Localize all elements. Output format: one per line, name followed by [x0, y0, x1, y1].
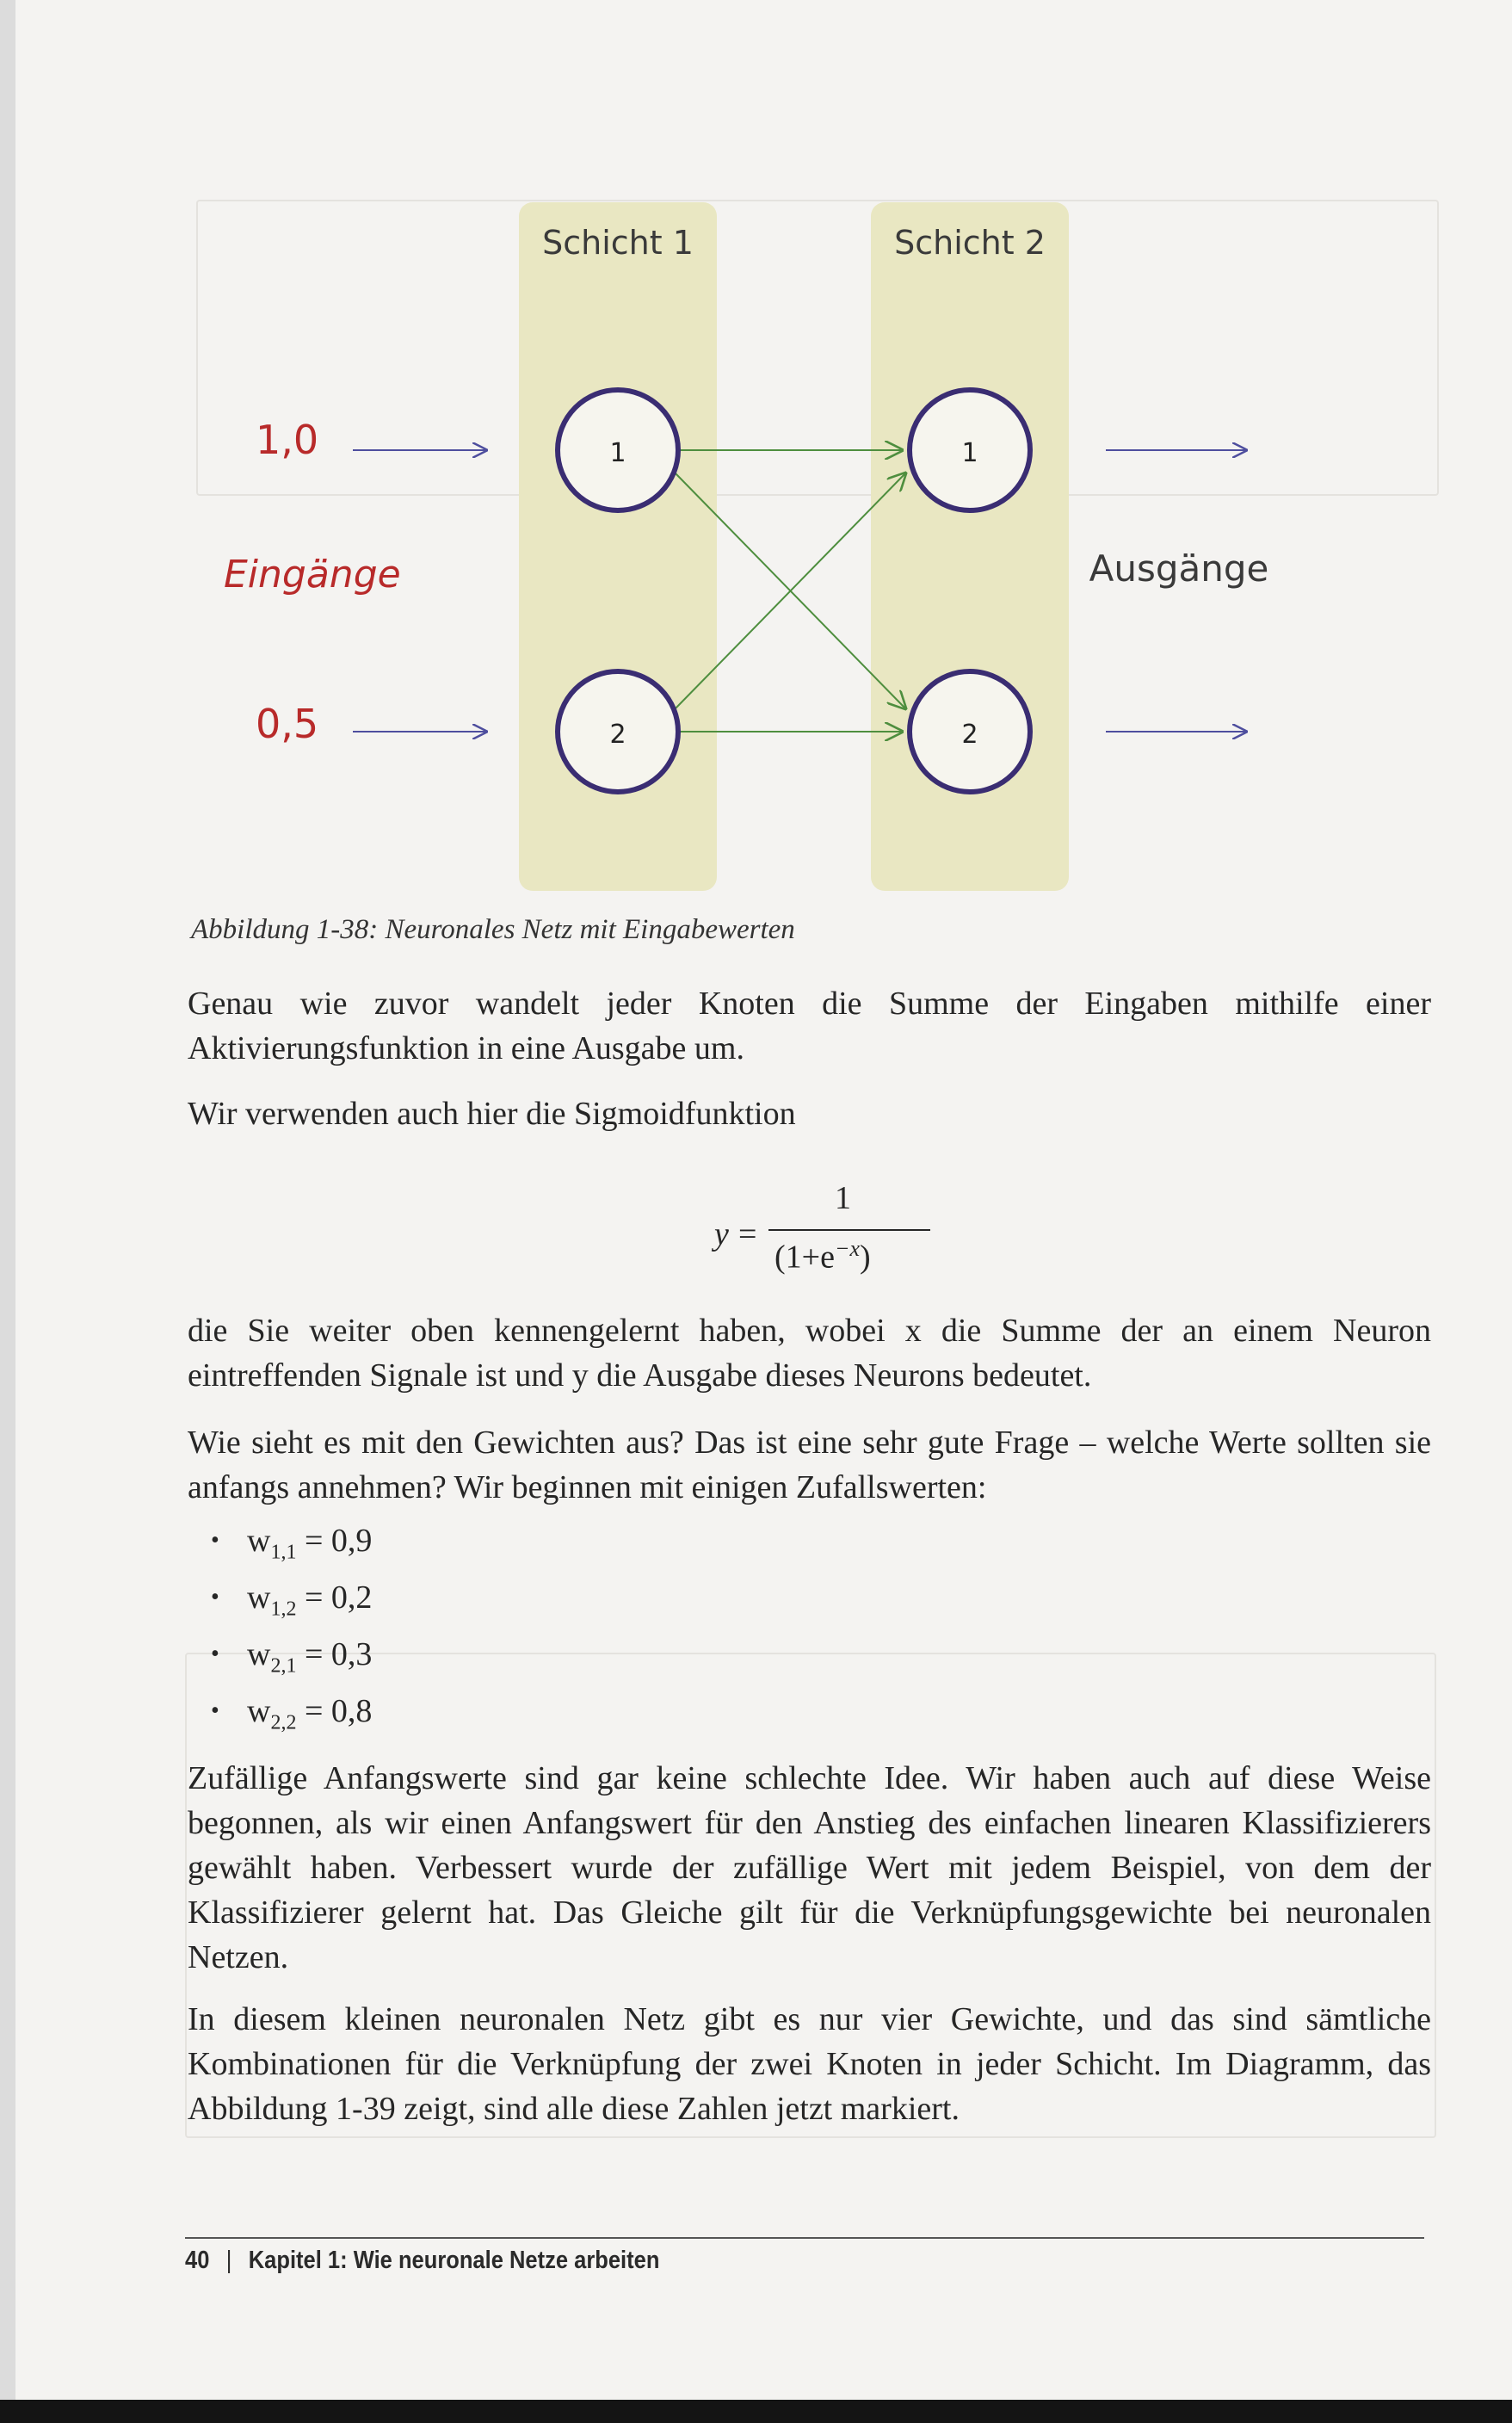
list-item: • $w_{1,2} = 0,2$: [211, 1579, 373, 1621]
svg-text:1: 1: [609, 438, 626, 468]
node-layer2-1: [910, 390, 1030, 510]
list-item: • $w_{1,1} = 0,9$: [211, 1523, 373, 1564]
svg-text:2: 2: [609, 720, 626, 750]
formula-numerator: 1: [835, 1180, 851, 1216]
page-number: 40: [185, 2247, 210, 2274]
page-edge: [0, 0, 15, 2423]
paragraph: Wir verwenden auch hier die Sigmoidfunktion: [188, 1096, 796, 1132]
weights-list: [211, 1519, 372, 1746]
inputs-label: Eingänge: [224, 553, 401, 596]
footer-separator: |: [225, 2247, 232, 2274]
node-layer1-2: [558, 671, 678, 792]
list-item: • $w_{2,1} = 0,3$: [211, 1636, 373, 1678]
formula-lhs: y: [714, 1216, 729, 1252]
layer-1-label: Schicht 1: [542, 224, 694, 262]
scan-edge: [0, 2400, 1512, 2423]
svg-text:2: 2: [961, 720, 978, 750]
network-diagram: [172, 189, 1377, 904]
paragraph: Wie sieht es mit den Gewichten aus? Das ist eine sehr gute Frage – welche Werte sollten sie anfangs annehmen? Wir beginnen mit einigen Zufallswerten:: [188, 1425, 1431, 1505]
list-item: • $w_{2,2} = 0,8$: [211, 1693, 373, 1734]
footer-rule: [185, 2237, 1424, 2239]
formula-equals: =: [738, 1216, 757, 1252]
svg-text:1: 1: [961, 438, 978, 468]
chapter-title: Kapitel 1: Wie neuronale Netze arbeiten: [248, 2247, 660, 2274]
node-layer1-1: [558, 390, 678, 510]
formula-denominator: $(1+e^{-x})$: [775, 1236, 871, 1276]
fraction-bar: [768, 1229, 930, 1231]
paragraph: Zufällige Anfangswerte sind gar keine schlechte Idee. Wir haben auch auf diese Weise begonnen, als wir einen Anfangswert für den Anstieg des einfachen linearen Klassifizierers gewählt haben. Verbessert wurde der zufällige Wert mit jedem Beispiel, von dem der Klassifizierer gelernt hat. Das Gleiche gilt für die Verknüpfungsgewichte bei neuronalen Netzen.: [188, 1760, 1431, 1975]
paragraph: In diesem kleinen neuronalen Netz gibt es nur vier Gewichte, und das sind sämtliche Kombinationen für die Verknüpfung der zwei Knoten in jeder Schicht. Im Diagramm, das Abbildung 1-39 zeigt, sind alle diese Zahlen jetzt markiert.: [188, 2001, 1431, 2127]
paragraph: Genau wie zuvor wandelt jeder Knoten die Summe der Eingaben mithilfe einer Aktivierungsfunktion in eine Ausgabe um.: [188, 986, 1431, 1066]
outputs-label: Ausgänge: [1089, 547, 1269, 590]
page-footer: [185, 2247, 659, 2275]
network-figure: [172, 189, 1377, 904]
layer-2-label: Schicht 2: [894, 224, 1046, 262]
input-value-1: 1,0: [256, 417, 319, 463]
input-value-2: 0,5: [256, 701, 319, 747]
figure-caption: Abbildung 1-38: Neuronales Netz mit Eingabewerten: [191, 914, 795, 945]
node-layer2-2: [910, 671, 1030, 792]
paragraph: die Sie weiter oben kennengelernt haben, wobei x die Summe der an einem Neuron eintreffenden Signale ist und y die Ausgabe dieses Neurons bedeutet.: [188, 1313, 1431, 1394]
